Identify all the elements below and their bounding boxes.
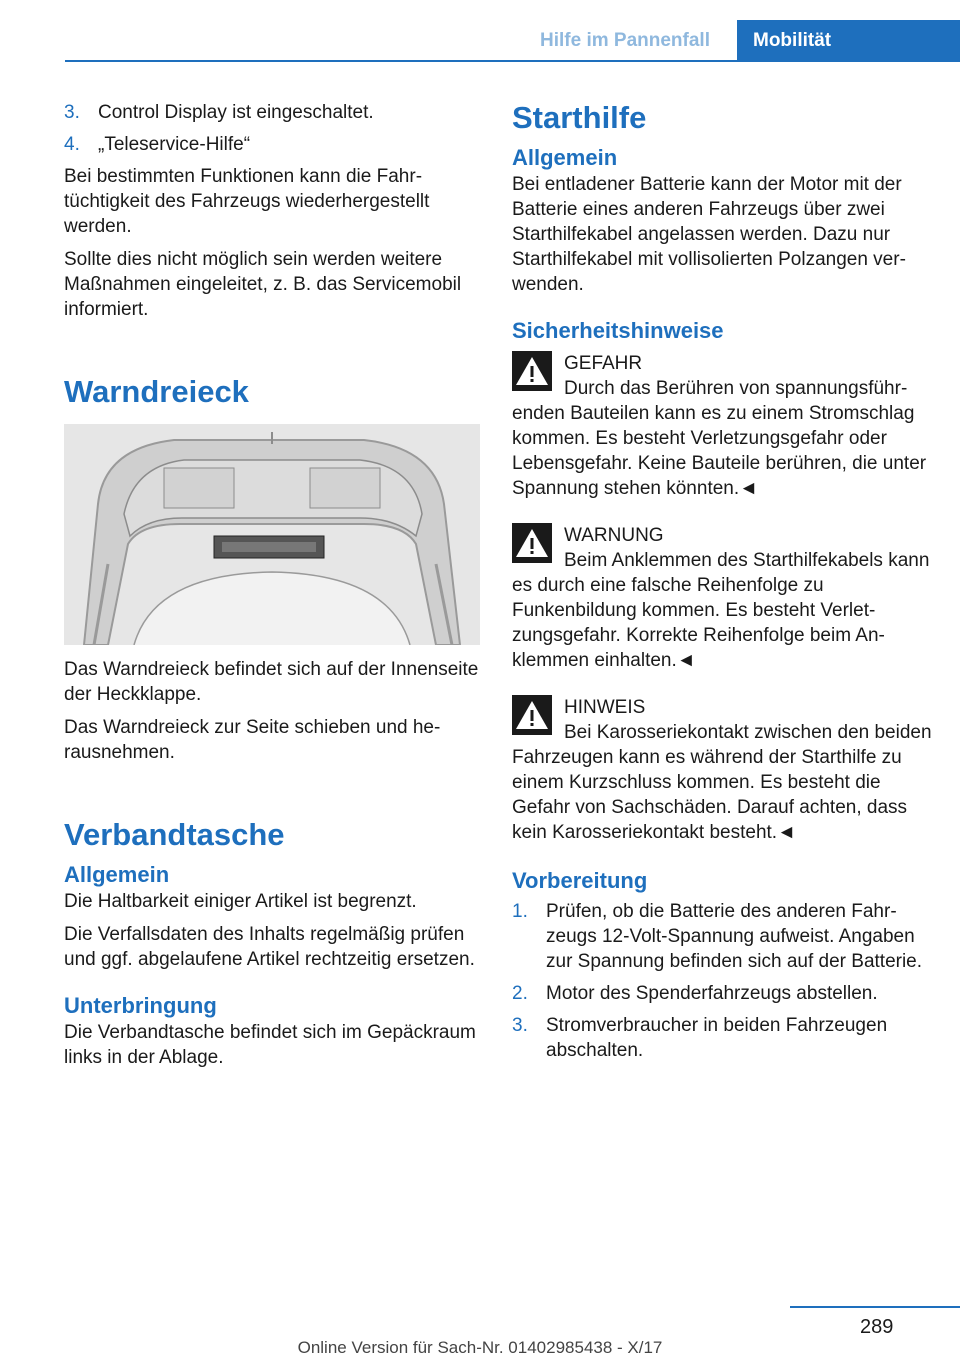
page-header [0,0,960,62]
list-number: 1. [512,901,528,922]
paragraph: Bei entladener Batterie kann der Motor mit der Batterie eines anderen Fahrzeugs über zwei Starthilfekabel angelassen werden. Dazu nur Starthilfekabel mit vollisolierten Polzangen verwenden. [512,174,906,295]
warning-triangle-icon [512,695,552,735]
warning-block [512,523,932,673]
list-item [64,100,480,125]
warning-text: Durch das Berühren von spannungsführenden Bauteilen kann es zu einem Stromschlag kommen. Es besteht Verletzungsgefahr oder Lebensgefahr. Keine Bauteile berühren, die unter Spannung stehen könnten.◄ [512,378,927,499]
heading-verbandtasche: Verbandtasche [64,817,285,852]
paragraph: Die Haltbarkeit einiger Artikel ist begrenzt. [64,891,417,912]
warning-title: GEFAHR [564,353,643,374]
list-text: Control Display ist eingeschaltet. [98,102,374,123]
warning-block [512,695,932,845]
list-text: Stromverbraucher in beiden Fahrzeugen abschalten. [546,1015,888,1061]
list-text: Prüfen, ob die Batterie des anderen Fahrzeugs 12-Volt-Spannung aufweist. Angaben zur Spannung befinden sich auf der Batterie. [546,901,923,972]
list-number: 3. [64,102,80,123]
paragraph: Das Warndreieck befindet sich auf der Innenseite der Heckklappe. [64,659,479,705]
paragraph: Die Verbandtasche befindet sich im Gepäckraum links in der Ablage. [64,1022,476,1068]
paragraph: Bei bestimmten Funktionen kann die Fahrtüchtigkeit des Fahrzeugs wiederhergestellt werden. [64,166,430,237]
left-column [64,100,480,1078]
warning-block [512,351,932,501]
list-item [512,1013,932,1063]
warning-title: WARNUNG [564,525,664,546]
header-section-title: Hilfe im Pannenfall [540,30,710,51]
right-column [512,100,932,1070]
warning-triangle-icon [512,351,552,391]
subheading-sicherheitshinweise: Sicherheitshinweise [512,318,724,343]
tailgate-image [64,424,480,645]
list-number: 3. [512,1015,528,1036]
list-item [512,899,932,974]
heading-starthilfe: Starthilfe [512,100,647,135]
list-text: „Teleservice-Hilfe“ [98,134,251,155]
paragraph: Die Verfallsdaten des Inhalts regelmäßig prüfen und ggf. abgelaufene Artikel rechtzeitig ersetzen. [64,924,475,970]
heading-warndreieck: Warndreieck [64,374,249,409]
list-item [512,981,932,1006]
warning-triangle-icon [512,523,552,563]
header-rule [65,60,960,62]
footer-rule [790,1306,960,1308]
list-item [64,132,480,157]
footer-online-version: Online Version für Sach-Nr. 01402985438 - X/17 [297,1338,663,1357]
warning-text: Bei Karosseriekontakt zwischen den beiden Fahrzeugen kann es während der Starthilfe zu einem Kurzschluss kommen. Es besteht die Gefahr von Sachschäden. Darauf achten, dass kein Karosseriekontakt besteht.◄ [512,722,932,843]
page-number: 289 [860,1316,894,1338]
warning-title: HINWEIS [564,697,646,718]
tailgate-illustration [64,424,480,645]
warning-text: Beim Anklemmen des Starthilfekabels kann es durch eine falsche Reihenfolge zu Funkenbildung kommen. Es besteht Verletzungsgefahr. Korrekte Reihenfolge beim Anklemmen einhalten.◄ [512,550,930,671]
paragraph: Sollte dies nicht möglich sein werden weitere Maßnahmen eingeleitet, z. B. das Servicemobil informiert. [64,249,462,320]
subheading-unterbringung: Unterbringung [64,993,217,1018]
paragraph: Das Warndreieck zur Seite schieben und herausnehmen. [64,717,441,763]
subheading-allgemein: Allgemein [512,145,618,170]
list-number: 2. [512,983,528,1004]
header-chapter-tab: Mobilität [737,20,960,62]
list-number: 4. [64,134,80,155]
subheading-allgemein: Allgemein [64,862,170,887]
subheading-vorbereitung: Vorbereitung [512,868,648,893]
list-text: Motor des Spenderfahrzeugs abstellen. [546,983,878,1004]
